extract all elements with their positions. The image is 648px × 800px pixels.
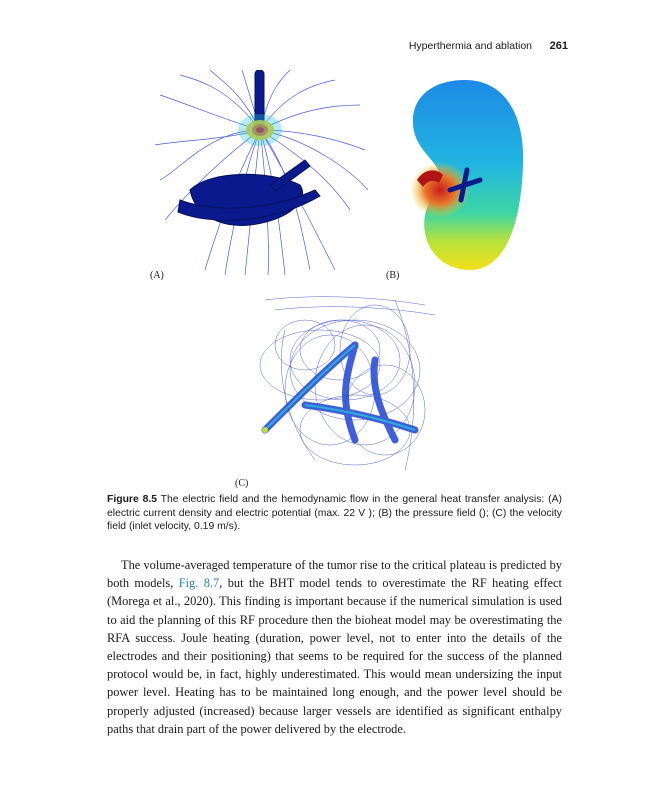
figure-reference-link[interactable]: Fig. 8.7 <box>178 576 220 591</box>
figure-caption-label: Figure 8.5 <box>107 494 158 505</box>
page-number: 261 <box>549 40 568 52</box>
panel-label-c: (C) <box>235 478 249 489</box>
panel-label-b: (B) <box>386 270 400 281</box>
page-header <box>98 40 568 56</box>
panel-label-a: (A) <box>150 270 164 281</box>
body-text-segment-2: , but the BHT model tends to overestimate the RF heating effect (Morega et al., 2020). This finding is important because if the numerical simulation is used to aid the planning of this RF procedure then the bioheat model may be overestimating the RFA success. Joule heating (duration, power level, not to enter into the details of the electrodes and their positioning) that seems to be required for the success of the planned protocol would be, in fact, highly underestimated. This would mean undersizing the input power level. Heating has to be maintained long enough, and the power level should be properly adjusted (increased) because larger vessels are identified as significant enthalpy paths that drain part of the power delivered by the electrode. <box>107 576 562 736</box>
running-title: Hyperthermia and ablation <box>408 40 532 52</box>
panel-a-image <box>150 70 370 275</box>
body-text <box>107 556 562 738</box>
panel-c-image <box>245 290 445 480</box>
panel-b-image <box>395 75 535 275</box>
body-paragraph <box>107 556 562 738</box>
figure-panel-c <box>245 290 445 480</box>
figure-caption <box>107 493 562 534</box>
figure-panel-a <box>150 70 370 275</box>
figure-caption-text: The electric field and the hemodynamic flow in the general heat transfer analysis: (A) electric current density and electric potential (max. 22 V ); (B) the pressure field (); (C) the velocity field (inlet velocity, 0.19 m/s). <box>107 494 562 532</box>
figure-panel-b <box>395 75 535 275</box>
body-text-segment-1: The volume-averaged temperature of the tumor rise to the critical plateau is predicted by both models, <box>107 558 562 591</box>
